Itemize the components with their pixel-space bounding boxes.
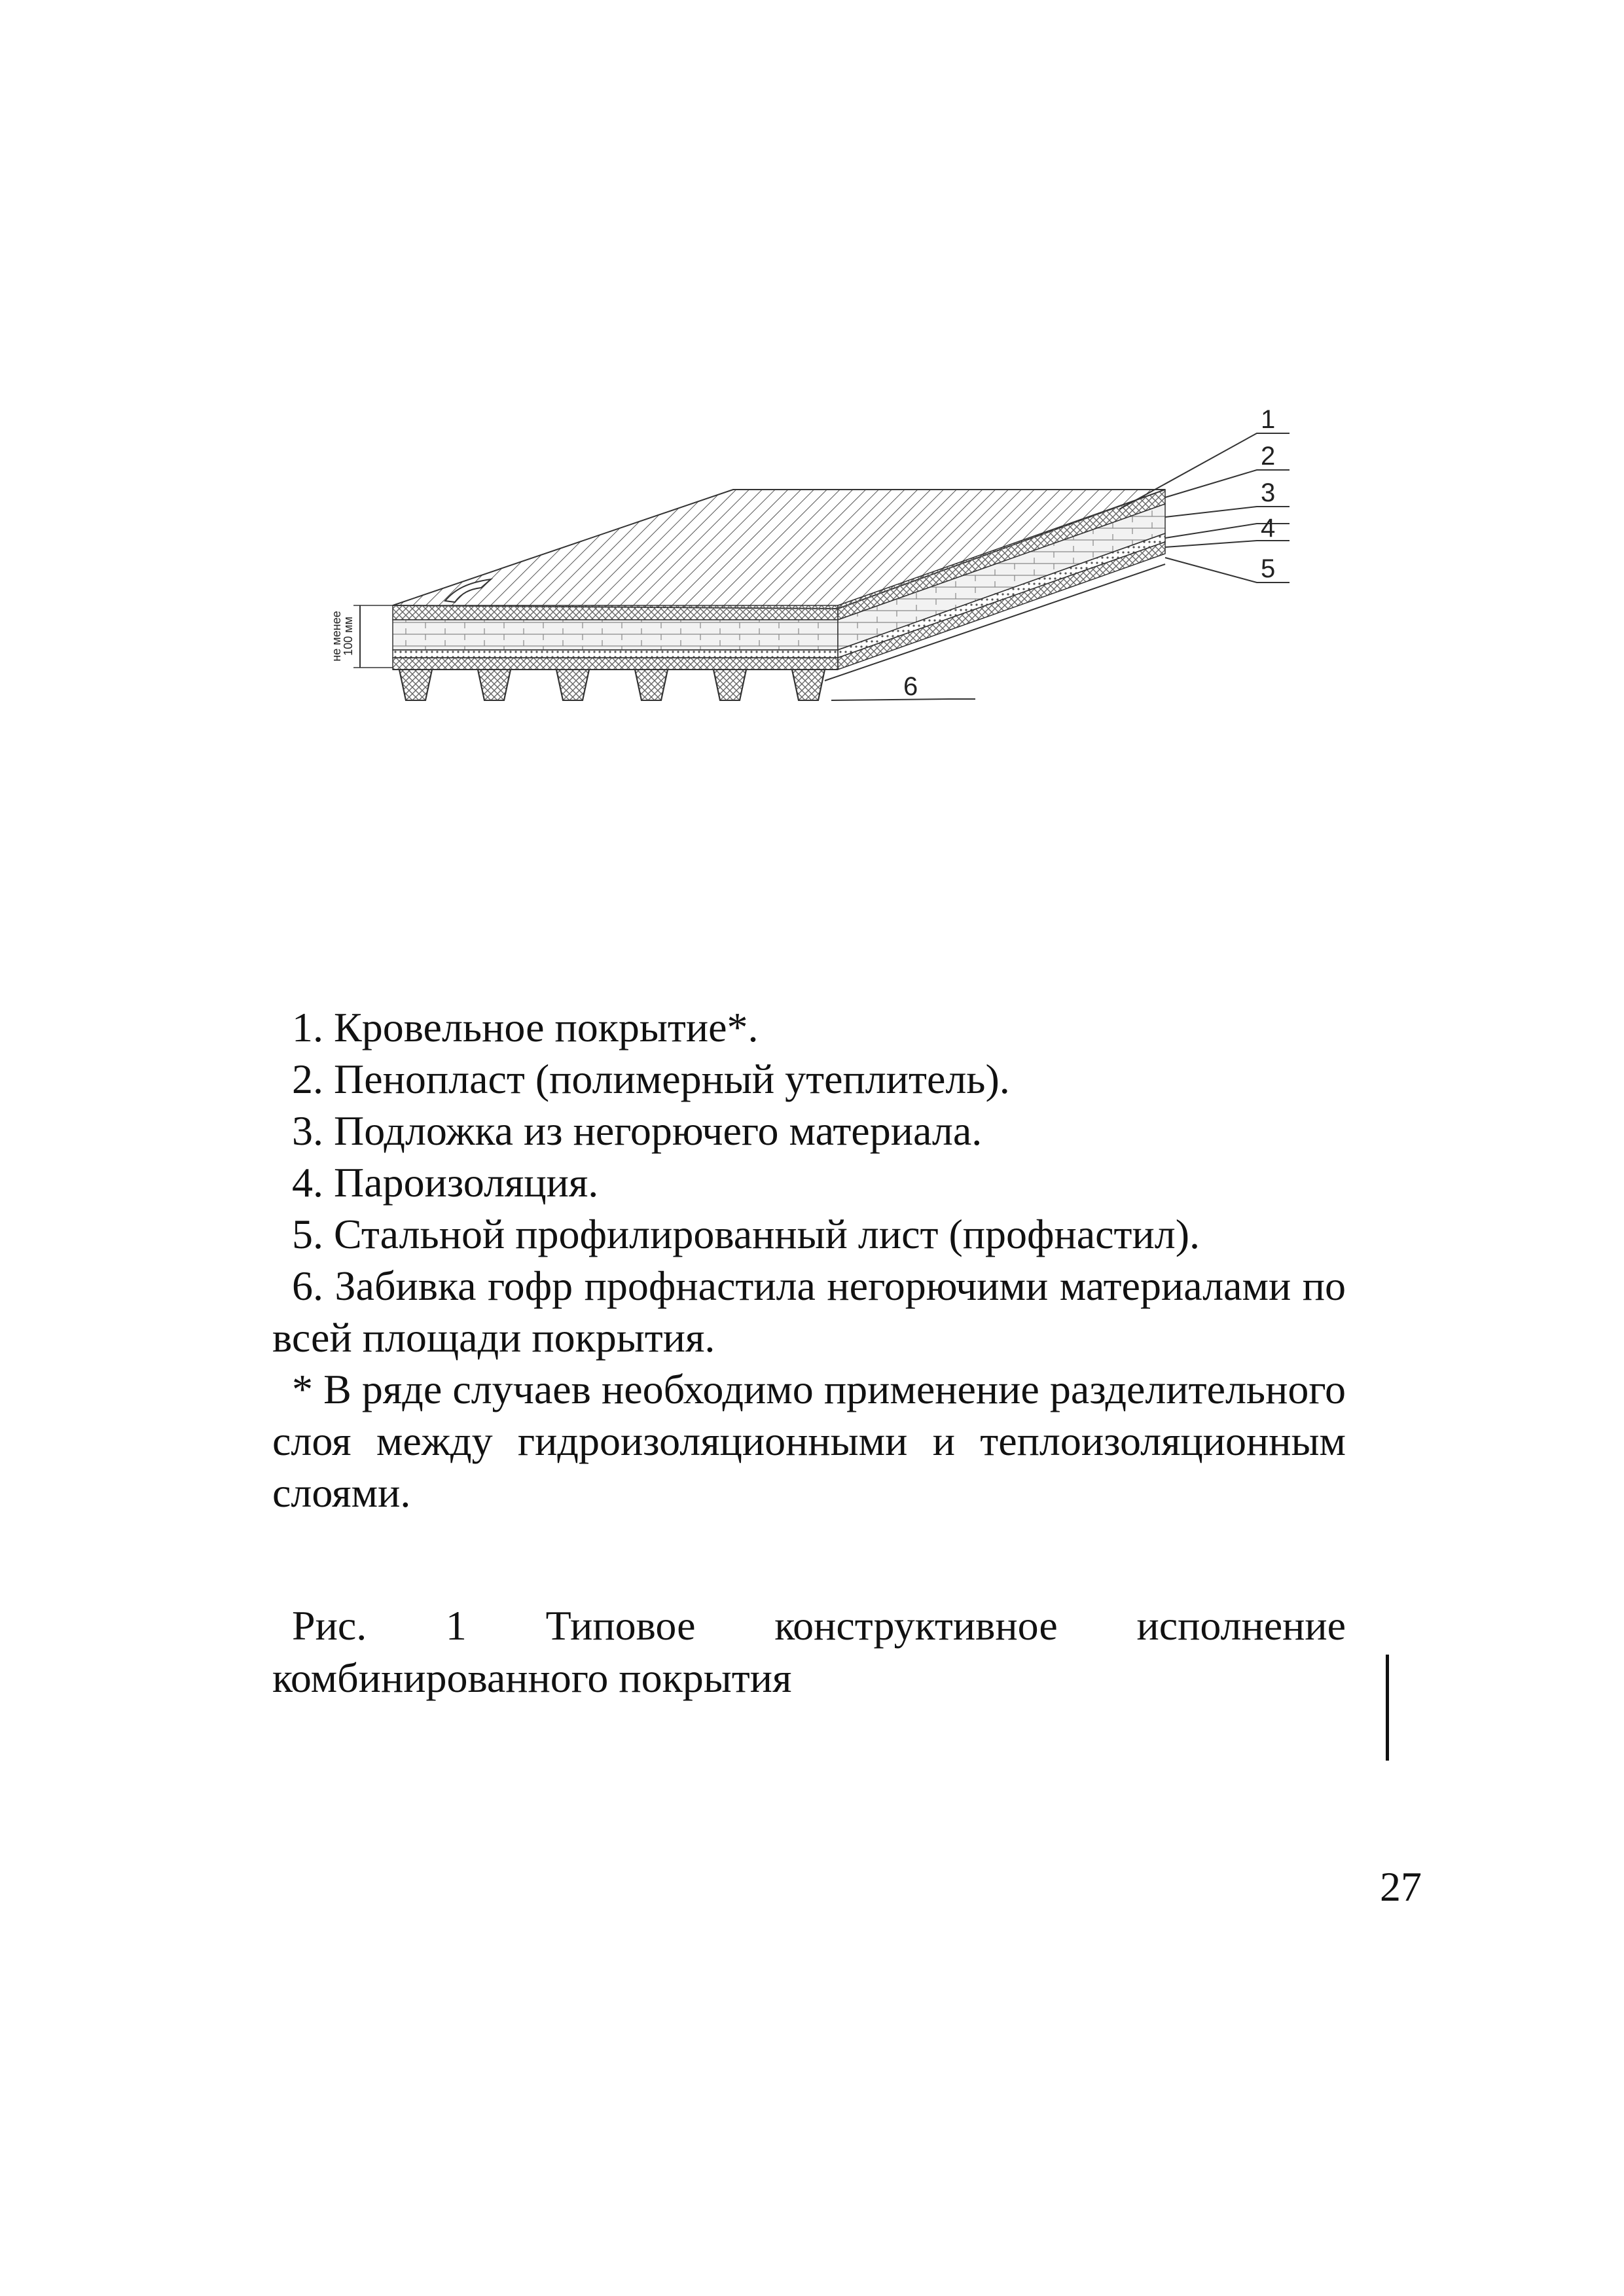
callout-3: 3 xyxy=(1261,478,1276,507)
margin-change-bar xyxy=(1386,1655,1389,1761)
legend-item-1: 1. Кровельное покрытие*. xyxy=(292,1004,759,1050)
legend-item-5: 5. Стальной профилированный лист (профнастил). xyxy=(292,1211,1200,1257)
callout-2: 2 xyxy=(1261,442,1276,471)
legend-item-6: 6. Забивка гофр профнастила негорючими материалами по всей площади покрытия. xyxy=(272,1263,1346,1361)
callout-1: 1 xyxy=(1261,405,1276,434)
legend-item-2: 2. Пенопласт (полимерный утеплитель). xyxy=(292,1056,1010,1102)
steel-sheet-front xyxy=(393,658,838,670)
layer-vapour-front xyxy=(393,650,838,658)
sheet-bottom-outline xyxy=(393,670,838,700)
legend-footnote: * В ряде случаев необходимо применение разделительного слоя между гидроизоляционными и теплоизоляционным слоями. xyxy=(272,1366,1346,1516)
dimension-label-line2: 100 мм xyxy=(342,617,355,656)
legend xyxy=(272,1001,1346,1518)
legend-item-4: 4. Пароизоляция. xyxy=(292,1159,599,1206)
callout-4: 4 xyxy=(1261,514,1276,543)
layer-insulation-front xyxy=(393,605,838,620)
legend-item-3: 3. Подложка из негорючего материала. xyxy=(292,1107,983,1154)
profiled-sheet-corrugations xyxy=(399,670,825,700)
dimension-label-line1: не менее xyxy=(330,611,343,662)
layer-substrate-front xyxy=(393,620,838,650)
figure-caption: Рис. 1 Типовое конструктивное исполнение комбинированного покрытия xyxy=(272,1602,1346,1701)
callout-6: 6 xyxy=(903,672,918,701)
roof-construction-diagram xyxy=(314,393,1335,759)
callout-5: 5 xyxy=(1261,554,1276,583)
page-number: 27 xyxy=(1380,1863,1422,1910)
